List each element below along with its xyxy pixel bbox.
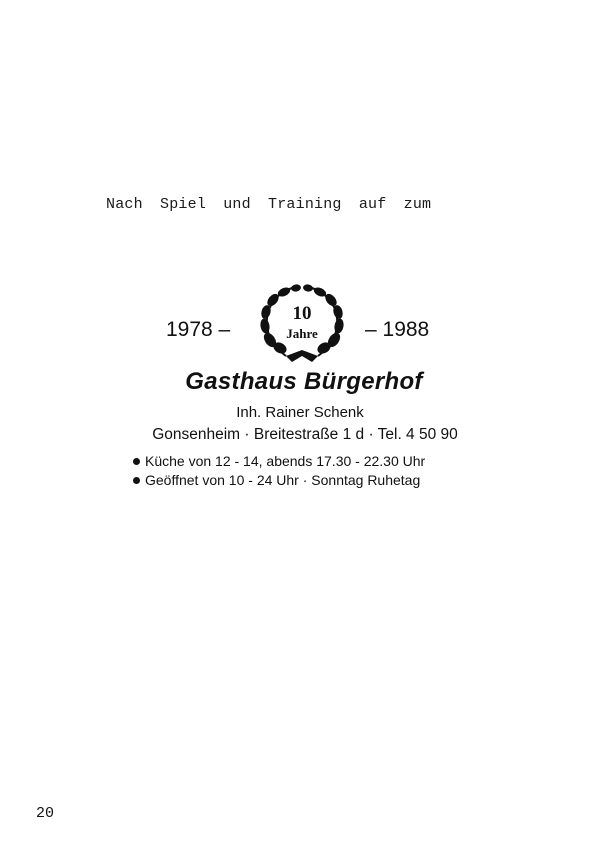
kitchen-hours: Küche von 12 - 14, abends 17.30 - 22.30 Uhr (145, 453, 426, 469)
badge-number: 10 (292, 303, 312, 324)
bullet-icon (133, 477, 140, 484)
year-start: 1978 – (166, 318, 231, 341)
year-end: – 1988 (365, 318, 430, 341)
hours-list (133, 452, 425, 490)
anniversary-row (0, 280, 600, 360)
page-number: 20 (36, 805, 55, 822)
list-item (133, 452, 425, 471)
intro-line: Nach Spiel und Training auf zum (106, 196, 432, 213)
owner-line: Inh. Rainer Schenk (236, 404, 364, 421)
bullet-icon (133, 458, 140, 465)
opening-hours: Geöffnet von 10 - 24 Uhr · Sonntag Ruhetag (145, 472, 421, 488)
badge-word: Jahre (286, 326, 318, 341)
address-line: Gonsenheim · Breitestraße 1 d · Tel. 4 50 90 (152, 426, 458, 443)
list-item (133, 471, 425, 490)
business-name: Gasthaus Bürgerhof (185, 368, 423, 395)
anniversary-wreath (256, 282, 348, 364)
